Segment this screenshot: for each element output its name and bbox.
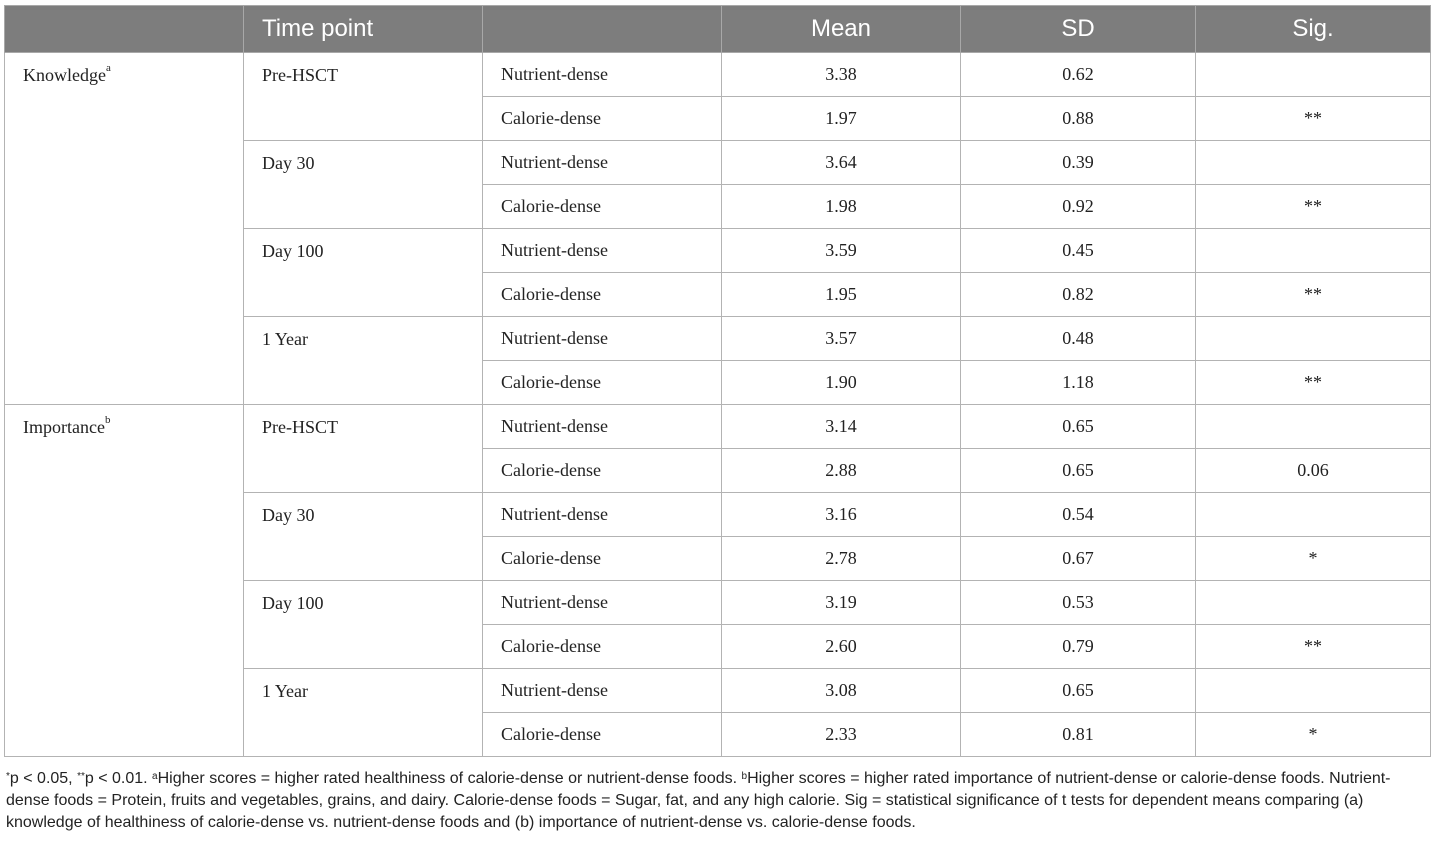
- footnote-b-text: Higher scores = higher rated importance of nutrient-dense or calorie-dense foods. Nutrient-dense foods = Protein, fruits and vegetables, grains, and dairy. Calorie-dense foods = Sugar, fat, and any high calorie. Sig = statistical significance of t tests for dependent means comparing (a) knowledge of healthiness of calorie-dense vs. nutrient-dense foods and (b) importance of nutrient-dense vs. calorie-dense foods.: [6, 770, 1391, 831]
- time-point-cell: Day 100: [244, 229, 483, 317]
- mean-cell: 1.98: [722, 185, 961, 229]
- sig-cell: **: [1196, 273, 1431, 317]
- table-row: [5, 53, 1431, 97]
- food-type-cell: Calorie-dense: [483, 97, 722, 141]
- sig-cell: [1196, 53, 1431, 97]
- results-table: [4, 5, 1431, 757]
- mean-cell: 1.90: [722, 361, 961, 405]
- sig-cell: **: [1196, 97, 1431, 141]
- food-type-cell: Calorie-dense: [483, 361, 722, 405]
- sd-cell: 1.18: [961, 361, 1196, 405]
- sig-cell: **: [1196, 625, 1431, 669]
- sig-cell: [1196, 317, 1431, 361]
- mean-cell: 3.14: [722, 405, 961, 449]
- header-time-point: Time point: [244, 6, 483, 53]
- sd-cell: 0.88: [961, 97, 1196, 141]
- mean-cell: 3.59: [722, 229, 961, 273]
- group-label-cell: [5, 53, 244, 405]
- sig-cell: [1196, 229, 1431, 273]
- footnote-sup-p2: **: [77, 771, 85, 782]
- time-point-cell: Pre-HSCT: [244, 405, 483, 493]
- group-label-cell: [5, 405, 244, 757]
- mean-cell: 3.38: [722, 53, 961, 97]
- food-type-cell: Nutrient-dense: [483, 493, 722, 537]
- sig-cell: *: [1196, 537, 1431, 581]
- mean-cell: 1.95: [722, 273, 961, 317]
- food-type-cell: Nutrient-dense: [483, 669, 722, 713]
- header-sd: SD: [961, 6, 1196, 53]
- sig-cell: **: [1196, 185, 1431, 229]
- header-sig: Sig.: [1196, 6, 1431, 53]
- table-body: [5, 53, 1431, 757]
- food-type-cell: Calorie-dense: [483, 713, 722, 757]
- sd-cell: 0.62: [961, 53, 1196, 97]
- table-footnote: [6, 768, 1430, 834]
- group-label-sup: b: [104, 414, 111, 426]
- sd-cell: 0.65: [961, 405, 1196, 449]
- sd-cell: 0.79: [961, 625, 1196, 669]
- group-label-sup: a: [105, 62, 111, 74]
- group-label: Knowledge: [23, 65, 106, 85]
- food-type-cell: Nutrient-dense: [483, 317, 722, 361]
- footnote-sup-b: b: [741, 771, 748, 782]
- sd-cell: 0.92: [961, 185, 1196, 229]
- sd-cell: 0.39: [961, 141, 1196, 185]
- footnote-a-text: Higher scores = higher rated healthiness of calorie-dense or nutrient-dense foods.: [157, 770, 742, 787]
- time-point-cell: Day 100: [244, 581, 483, 669]
- footnote-sup-a: a: [152, 771, 158, 782]
- footnote-p1: p < 0.05,: [9, 770, 78, 787]
- sig-cell: 0.06: [1196, 449, 1431, 493]
- food-type-cell: Calorie-dense: [483, 537, 722, 581]
- table-row: [5, 405, 1431, 449]
- sd-cell: 0.65: [961, 449, 1196, 493]
- food-type-cell: Calorie-dense: [483, 449, 722, 493]
- time-point-cell: Day 30: [244, 493, 483, 581]
- mean-cell: 2.88: [722, 449, 961, 493]
- sd-cell: 0.65: [961, 669, 1196, 713]
- food-type-cell: Nutrient-dense: [483, 229, 722, 273]
- group-label: Importance: [23, 417, 105, 437]
- mean-cell: 2.78: [722, 537, 961, 581]
- sd-cell: 0.67: [961, 537, 1196, 581]
- header-food-type: [483, 6, 722, 53]
- header-mean: Mean: [722, 6, 961, 53]
- sig-cell: *: [1196, 713, 1431, 757]
- sd-cell: 0.48: [961, 317, 1196, 361]
- mean-cell: 3.57: [722, 317, 961, 361]
- sig-cell: [1196, 405, 1431, 449]
- sd-cell: 0.53: [961, 581, 1196, 625]
- time-point-cell: 1 Year: [244, 669, 483, 757]
- sig-cell: [1196, 581, 1431, 625]
- mean-cell: 3.19: [722, 581, 961, 625]
- mean-cell: 2.60: [722, 625, 961, 669]
- sig-cell: **: [1196, 361, 1431, 405]
- footnote-p2: p < 0.01.: [84, 770, 153, 787]
- sig-cell: [1196, 669, 1431, 713]
- food-type-cell: Nutrient-dense: [483, 405, 722, 449]
- food-type-cell: Nutrient-dense: [483, 53, 722, 97]
- mean-cell: 3.16: [722, 493, 961, 537]
- food-type-cell: Calorie-dense: [483, 273, 722, 317]
- sig-cell: [1196, 493, 1431, 537]
- header-row: [5, 6, 1431, 53]
- mean-cell: 2.33: [722, 713, 961, 757]
- sig-cell: [1196, 141, 1431, 185]
- sd-cell: 0.45: [961, 229, 1196, 273]
- header-group: [5, 6, 244, 53]
- mean-cell: 1.97: [722, 97, 961, 141]
- time-point-cell: Day 30: [244, 141, 483, 229]
- mean-cell: 3.64: [722, 141, 961, 185]
- sd-cell: 0.54: [961, 493, 1196, 537]
- food-type-cell: Nutrient-dense: [483, 581, 722, 625]
- mean-cell: 3.08: [722, 669, 961, 713]
- time-point-cell: 1 Year: [244, 317, 483, 405]
- sd-cell: 0.82: [961, 273, 1196, 317]
- footnote-sup-p1: *: [6, 771, 10, 782]
- food-type-cell: Nutrient-dense: [483, 141, 722, 185]
- time-point-cell: Pre-HSCT: [244, 53, 483, 141]
- sd-cell: 0.81: [961, 713, 1196, 757]
- food-type-cell: Calorie-dense: [483, 625, 722, 669]
- food-type-cell: Calorie-dense: [483, 185, 722, 229]
